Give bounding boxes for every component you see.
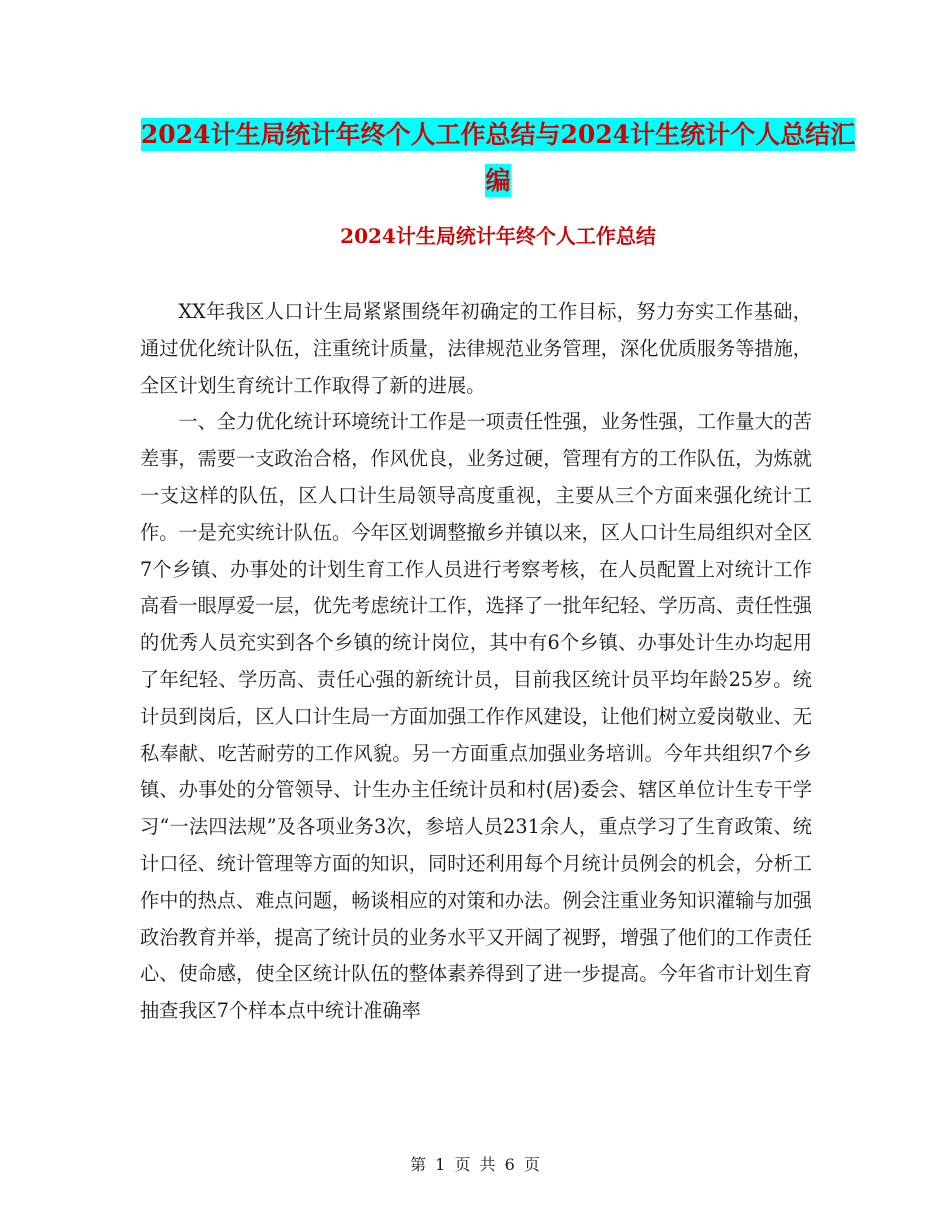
section-title: 2024计生局统计年终个人工作总结 xyxy=(340,224,656,248)
page-footer: 第 1 页 共 6 页 xyxy=(410,1155,540,1174)
paragraph-intro: XX年我区人口计生局紧紧围绕年初确定的工作目标，努力夯实工作基础，通过优化统计队伍，注重统计质量，法律规范业务管理，深化优质服务等措施，全区计划生育统计工作取得了新的进展。 xyxy=(140,300,812,397)
document-main-title xyxy=(140,112,856,204)
paragraph-section-one: 一、全力优化统计环境统计工作是一项责任性强，业务性强，工作量大的苦差事，需要一支政治合格，作风优良，业务过硬，管理有方的工作队伍，为炼就一支这样的队伍，区人口计生局领导高度重视，主要从三个方面来强化统计工作。一是充实统计队伍。今年区划调整撤乡并镇以来，区人口计生局组织对全区7个乡镇、办事处的计划生育工作人员进行考察考核，在人员配置上对统计工作高看一眼厚爱一层，优先考虑统计工作，选择了一批年纪轻、学历高、责任性强的优秀人员充实到各个乡镇的统计岗位，其中有6个乡镇、办事处计生办均起用了年纪轻、学历高、责任心强的新统计员，目前我区统计员平均年龄25岁。统计员到岗后，区人口计生局一方面加强工作作风建设，让他们树立爱岗敬业、无私奉献、吃苦耐劳的工作风貌。另一方面重点加强业务培训。今年共组织7个乡镇、办事处的分管领导、计生办主任统计员和村(居)委会、辖区单位计生专干学习“一法四法规”及各项业务3次，参培人员231余人，重点学习了生育政策、统计口径、统计管理等方面的知识，同时还利用每个月统计员例会的机会，分析工作中的热点、难点问题，畅谈相应的对策和办法。例会注重业务知识灌输与加强政治教育并举，提高了统计员的业务水平又开阔了视野，增强了他们的工作责任心、使命感，使全区统计队伍的整体素养得到了进一步提高。今年省市计划生育抽查我区7个样本点中统计准确率 xyxy=(140,410,812,1023)
main-title-highlight: 2024计生局统计年终个人工作总结与2024计生统计个人总结汇编 xyxy=(140,120,856,195)
body-text xyxy=(140,294,812,1030)
